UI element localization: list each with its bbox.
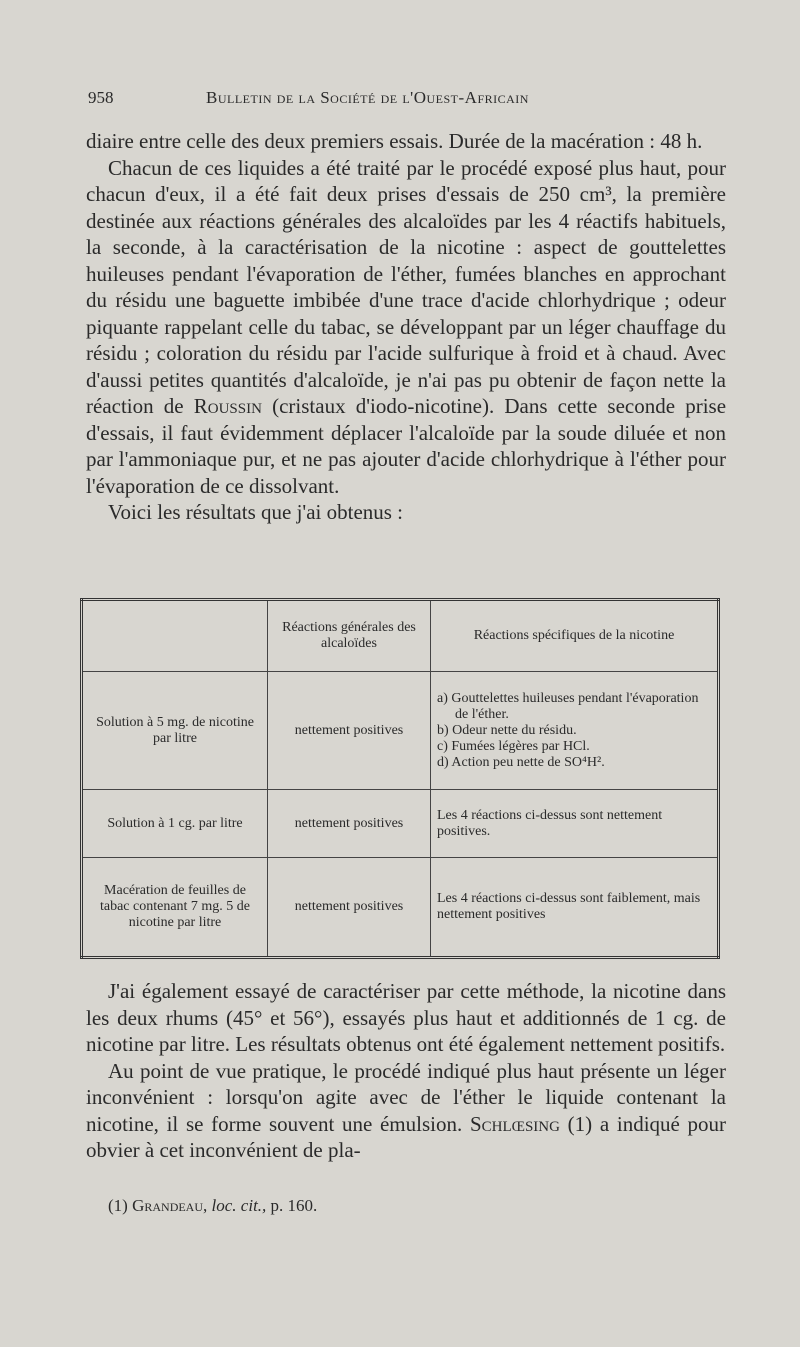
header-sample — [82, 600, 268, 672]
header-general: Réactions générales des alcaloïdes — [268, 600, 431, 672]
paragraph-1: diaire entre celle des deux premiers essais. Durée de la macération : 48 h. — [86, 129, 703, 153]
cell-sample: Macération de feuilles de tabac contenant 7 mg. 5 de nicotine par litre — [82, 858, 268, 958]
paragraph-2-text: Chacun de ces liquides a été traité par le procédé exposé plus haut, pour chacun d'eux, il a été fait deux prises d'essais de 250 cm³, la première destinée aux réactions générales des alcaloïdes par les 4 réactifs habituels, la seconde, à la caractérisation de la nicotine : aspect de gouttelettes huileuses pendant l'évaporation de l'éther, fumées blanches en approchant du résidu une baguette imbibée d'une trace d'acide chlorhydrique ; odeur piquante rappelant celle du tabac, se développant par un léger chauffage du résidu ; coloration du résidu par l'acide sulfurique à froid et à chaud. Avec d'aussi petites quantités d'alcaloïde, je n'ai pas pu obtenir de façon nette la réaction de — [86, 155, 726, 418]
cell-specific: Les 4 réactions ci-dessus sont nettement positives. — [431, 790, 719, 858]
author-roussin: Roussin — [193, 394, 262, 418]
table-header-row — [82, 600, 719, 672]
cell-sample: Solution à 1 cg. par litre — [82, 790, 268, 858]
page-number: 958 — [88, 88, 114, 107]
table-row — [82, 858, 719, 958]
specific-reactions-list — [437, 691, 711, 771]
results-table — [80, 598, 720, 959]
footnote-marker: (1) — [108, 1196, 128, 1215]
cell-specific — [431, 672, 719, 790]
cell-general: nettement positives — [268, 672, 431, 790]
cell-specific: Les 4 réactions ci-dessus sont faiblement, mais nettement positives — [431, 858, 719, 958]
paragraph-5-text: Au point de vue pratique, le procédé indiqué plus haut présente un léger inconvénient : lorsqu'on agite avec de l'éther le liquide contenant la nicotine, il se forme souvent une émulsion. — [86, 1058, 726, 1136]
cell-general: nettement positives — [268, 790, 431, 858]
footnote-page: p. 160. — [270, 1196, 318, 1215]
body-text-before-table — [86, 128, 726, 526]
paragraph-3: Voici les résultats que j'ai obtenus : — [108, 500, 404, 524]
table-row — [82, 790, 719, 858]
table-row — [82, 672, 719, 790]
paragraph-5 — [86, 1058, 726, 1164]
author-schloesing: Schlœsing — [469, 1111, 560, 1136]
paragraph-2-tail: (cristaux d'iodo-nicotine). Dans cette seconde prise d'essais, il faut évidemment déplacer l'alcaloïde par la soude diluée et non par l'ammoniaque pur, et ne pas ajouter d'acide chlorhydrique à l'éther pour l'évaporation de ce dissolvant. — [86, 394, 727, 498]
list-item: a) Gouttelettes huileuses pendant l'évaporation de l'éther. — [437, 690, 699, 722]
header-specific: Réactions spécifiques de la nicotine — [431, 600, 719, 672]
body-text-after-table — [86, 978, 726, 1164]
footnote-ref: loc. cit., — [211, 1196, 267, 1215]
paragraph-5-tail: (1) a indiqué pour obvier à cet inconvénient de pla- — [86, 1111, 727, 1162]
cell-general: nettement positives — [268, 858, 431, 958]
footnote — [108, 1196, 708, 1216]
list-item: d) Action peu nette de SO⁴H². — [437, 754, 605, 770]
cell-sample: Solution à 5 mg. de nicotine par litre — [82, 672, 268, 790]
running-title: Bulletin de la Société de l'Ouest-Africain — [206, 88, 529, 107]
paragraph-4: J'ai également essayé de caractériser par cette méthode, la nicotine dans les deux rhums (45° et 56°), essayés plus haut et additionnés de 1 cg. de nicotine par litre. Les résultats obtenus ont été également nettement positifs. — [86, 979, 726, 1056]
list-item: c) Fumées légères par HCl. — [437, 738, 590, 754]
paragraph-2 — [86, 155, 726, 500]
footnote-author: Grandeau, — [132, 1196, 208, 1215]
list-item: b) Odeur nette du résidu. — [437, 722, 577, 738]
